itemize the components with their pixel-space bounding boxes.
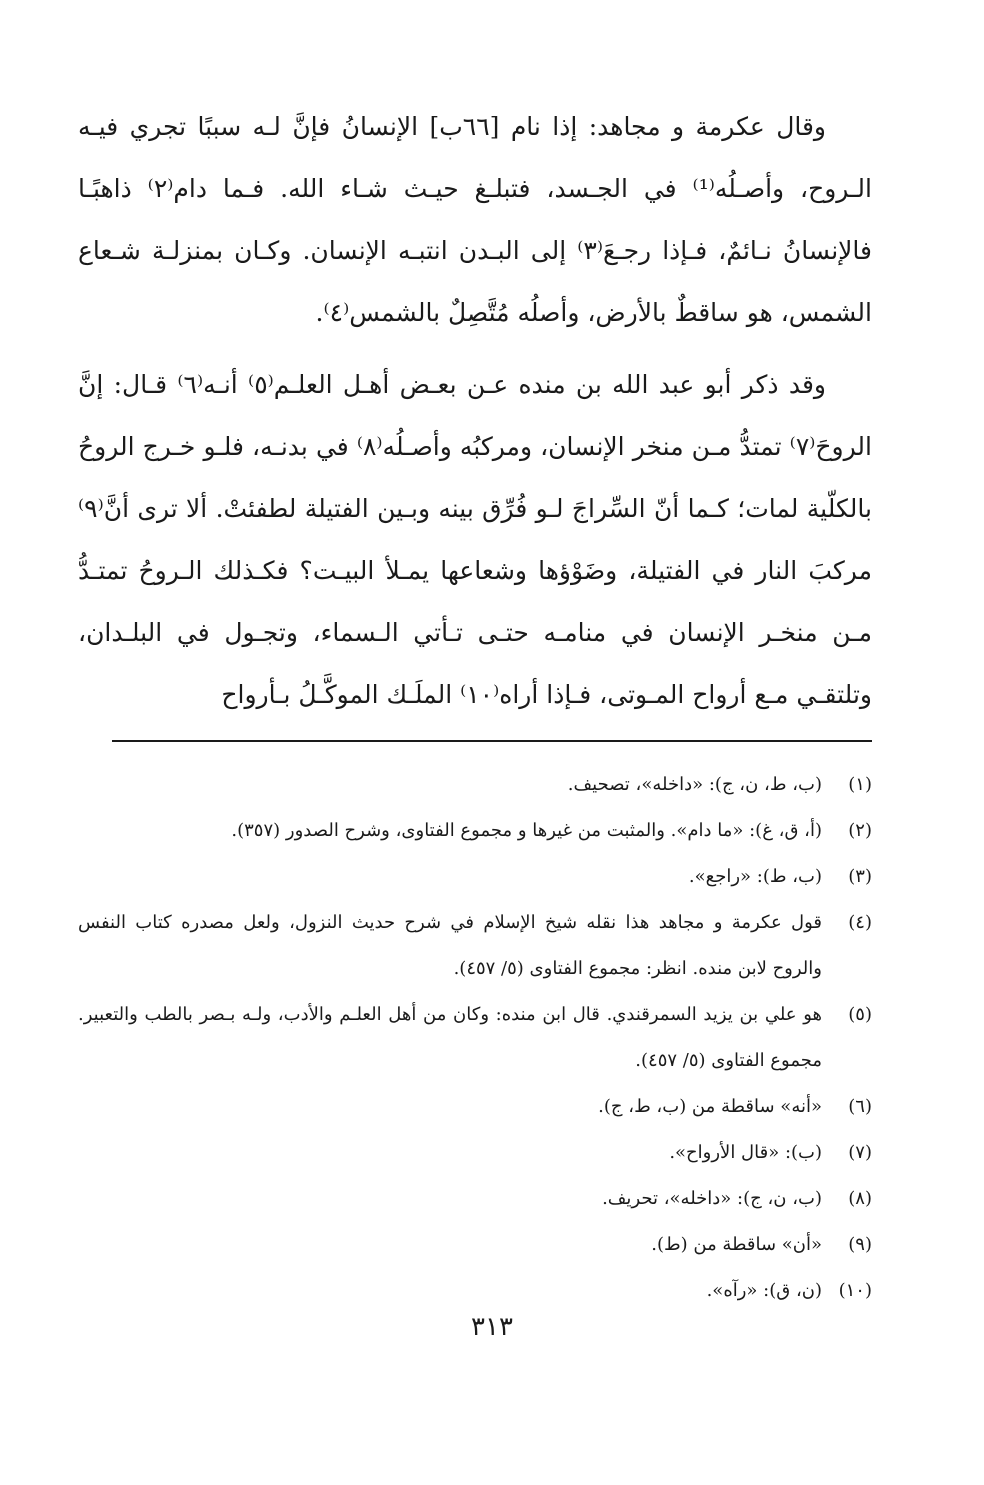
footnote-text: (ب، ط): «راجع». <box>688 866 822 887</box>
footnote-item <box>78 1268 872 1314</box>
footnote-item <box>78 854 872 900</box>
footnote-text: هو علي بن يزيد السمرقندي. قال ابن منده: وكان من أهل العلـم والأدب، ولـه بـصر بالطب والتعبير. مجموع الفتاوى (٥/ ٤٥٧). <box>78 1004 822 1071</box>
page-number: ٣١٣ <box>471 1312 513 1342</box>
footnote-item <box>78 1176 872 1222</box>
footnote-number: (٧) <box>848 1142 872 1163</box>
main-text <box>78 96 872 726</box>
footnote-text: (ن، ق): «رآه». <box>706 1280 822 1301</box>
footnote-number: (٤) <box>848 912 872 933</box>
footnote-number: (١) <box>848 774 872 795</box>
paragraph-1: وقال عكرمة و مجاهد: إذا نام [٦٦ب] الإنسانُ فإنَّ لـه سببًا تجري فيـه الـروح، وأصـلُه⁽¹⁾ في الجـسد، فتبلـغ حيـث شـاء الله. فـما دام⁽٢⁾ ذاهبًـا فالإنسانُ نـائمٌ، فـإذا رجـعَ⁽٣⁾ إلى البـدن انتبـه الإنسان. وكـان بمنزلـة شـعاع الشمس، هو ساقطٌ بالأرض، وأصلُه مُتَّصِلٌ بالشمس⁽٤⁾. <box>78 112 872 327</box>
footnote-item <box>78 992 872 1084</box>
footnote-number: (٢) <box>848 820 872 841</box>
footnotes <box>78 762 872 1314</box>
footnote-separator <box>112 740 872 742</box>
footnote-text: (ب، ن، ج): «داخله»، تحريف. <box>602 1188 822 1209</box>
footnote-item <box>78 900 872 992</box>
footnote-text: «أن» ساقطة من (ط). <box>651 1234 822 1255</box>
footnote-item <box>78 808 872 854</box>
footnote-text: قول عكرمة و مجاهد هذا نقله شيخ الإسلام في شرح حديث النزول، ولعل مصدره كتاب النفس والروح لابن منده. انظر: مجموع الفتاوى (٥/ ٤٥٧). <box>78 912 822 979</box>
paragraph-2: وقد ذكر أبو عبد الله بن منده عـن بعـض أهـل العلـم⁽٥⁾ أنـه⁽٦⁾ قـال: إنَّ الروحَ⁽٧⁾ تمتدُّ مـن منخر الإنسان، ومركبُه وأصـلُه⁽٨⁾ في بدنـه، فلـو خـرج الروحُ بالكلّية لمات؛ كـما أنّ السِّراجَ لـو فُرِّق بينه وبـين الفتيلة لطفئتْ. ألا ترى أنَّ⁽٩⁾ مركبَ النار في الفتيلة، وضَوْؤها وشعاعها يمـلأ البيـت؟ فكـذلك الـروحُ تمتـدُّ مـن منخـر الإنسان في منامـه حتـى تـأتي الـسماء، وتجـول في البلـدان، وتلتقـي مـع أرواح المـوتى، فـإذا أراه⁽١٠⁾ الملَـك الموكَّـلُ بـأرواح <box>78 370 872 709</box>
footnote-number: (٨) <box>848 1188 872 1209</box>
footnote-item <box>78 1130 872 1176</box>
footnote-text: (أ، ق، غ): «ما دام». والمثبت من غيرها و مجموع الفتاوى، وشرح الصدور (٣٥٧). <box>231 820 822 841</box>
footnote-text: (ب): «قال الأرواح». <box>669 1142 822 1163</box>
footnote-item <box>78 1084 872 1130</box>
footnote-text: (ب، ط، ن، ج): «داخله»، تصحيف. <box>567 774 822 795</box>
footnote-number: (١٠) <box>838 1280 872 1301</box>
footnote-item <box>78 762 872 808</box>
footnote-item <box>78 1222 872 1268</box>
footnote-text: «أنه» ساقطة من (ب، ط، ج). <box>598 1096 822 1117</box>
footnote-number: (٣) <box>848 866 872 887</box>
footnote-number: (٦) <box>848 1096 872 1117</box>
footnote-number: (٥) <box>848 1004 872 1025</box>
footnote-number: (٩) <box>848 1234 872 1255</box>
